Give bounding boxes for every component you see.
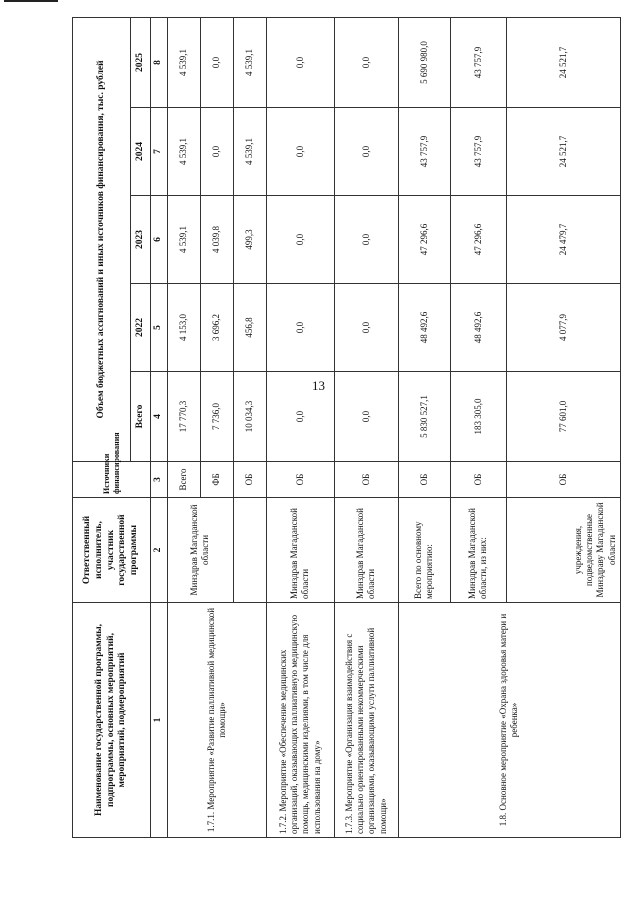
value-cell: 5 690 980,0 xyxy=(398,17,450,107)
value-cell: 48 492,6 xyxy=(398,284,450,372)
value-cell: 43 757,9 xyxy=(398,108,450,196)
row-executor: Всего по основному мероприятию: xyxy=(398,498,450,603)
header-year-total: Всего xyxy=(131,372,151,462)
value-cell: 0,0 xyxy=(334,284,398,372)
value-cell: 499,3 xyxy=(233,196,266,284)
index-cell: 1 xyxy=(151,603,168,838)
index-cell: 2 xyxy=(151,498,168,603)
index-cell: 8 xyxy=(151,17,168,107)
row-name: 1.7.3. Мероприятие «Организация взаимодействия с социально ориентированными некоммерческими организациями, оказывающими услуги паллиативной помощи» xyxy=(334,603,398,838)
value-cell: 4 539,1 xyxy=(233,108,266,196)
value-cell: 0,0 xyxy=(266,372,334,462)
top-rule xyxy=(4,0,58,2)
rotated-table-wrapper xyxy=(72,18,617,838)
value-cell: 0,0 xyxy=(266,284,334,372)
value-cell: 10 034,3 xyxy=(233,372,266,462)
value-cell: 7 736,0 xyxy=(200,372,233,462)
budget-table xyxy=(72,17,621,838)
row-name: 1.7.1. Мероприятие «Развитие паллиативной медицинской помощи» xyxy=(167,603,266,838)
row-source: ОБ xyxy=(266,462,334,498)
row-source: ФБ xyxy=(200,462,233,498)
value-cell: 47 296,6 xyxy=(450,196,506,284)
value-cell: 4 153,0 xyxy=(167,284,200,372)
header-year-2022: 2022 xyxy=(131,284,151,372)
index-cell: 4 xyxy=(151,372,168,462)
row-source: ОБ xyxy=(398,462,450,498)
row-name: 1.7.2. Мероприятие «Обеспечение медицинских организаций, оказывающих паллиативную медицинскую помощь, медицинскими изделиями, в том числе для использования на дому» xyxy=(266,603,334,838)
value-cell: 4 539,1 xyxy=(167,108,200,196)
value-cell: 456,8 xyxy=(233,284,266,372)
value-cell: 0,0 xyxy=(266,17,334,107)
header-volume: Объем бюджетных ассигнований и иных источников финансирования, тыс. рублей xyxy=(73,17,131,461)
value-cell: 47 296,6 xyxy=(398,196,450,284)
value-cell: 4 539,1 xyxy=(233,17,266,107)
row-source: ОБ xyxy=(450,462,506,498)
value-cell: 77 601,0 xyxy=(506,372,620,462)
header-year-2025: 2025 xyxy=(131,17,151,107)
value-cell: 17 770,3 xyxy=(167,372,200,462)
header-year-2024: 2024 xyxy=(131,108,151,196)
value-cell: 0,0 xyxy=(266,108,334,196)
row-executor-empty xyxy=(233,498,266,603)
value-cell: 3 696,2 xyxy=(200,284,233,372)
header-source: Источники финансирования xyxy=(73,462,151,498)
row-name: 1.8. Основное мероприятие «Охрана здоровья матери и ребенка» xyxy=(398,603,620,838)
value-cell: 48 492,6 xyxy=(450,284,506,372)
row-executor: учреждения, подведомственные Минздраву Магаданской области xyxy=(506,498,620,603)
row-source: ОБ xyxy=(233,462,266,498)
row-executor: Минздрав Магаданской области xyxy=(266,498,334,603)
header-year-2023: 2023 xyxy=(131,196,151,284)
value-cell: 24 521,7 xyxy=(506,108,620,196)
value-cell: 43 757,9 xyxy=(450,17,506,107)
row-executor: Минздрав Магаданской области, из них: xyxy=(450,498,506,603)
value-cell: 0,0 xyxy=(334,17,398,107)
index-cell: 3 xyxy=(151,462,168,498)
value-cell: 24 521,7 xyxy=(506,17,620,107)
row-executor: Минздрав Магаданской области xyxy=(334,498,398,603)
index-cell: 7 xyxy=(151,108,168,196)
row-source: ОБ xyxy=(334,462,398,498)
header-executor: Ответственный исполнитель, участник государственной программы xyxy=(73,498,151,603)
row-executor: Минздрав Магаданской области xyxy=(167,498,233,603)
value-cell: 5 830 527,1 xyxy=(398,372,450,462)
value-cell: 24 479,7 xyxy=(506,196,620,284)
value-cell: 0,0 xyxy=(266,196,334,284)
header-name: Наименование государственной программы, подпрограммы, основных мероприятий, мероприятий, подмероприятий xyxy=(73,603,151,838)
value-cell: 183 305,0 xyxy=(450,372,506,462)
value-cell: 0,0 xyxy=(200,108,233,196)
value-cell: 4 539,1 xyxy=(167,17,200,107)
value-cell: 0,0 xyxy=(334,196,398,284)
row-source: ОБ xyxy=(506,462,620,498)
value-cell: 4 039,8 xyxy=(200,196,233,284)
value-cell: 0,0 xyxy=(334,108,398,196)
value-cell: 4 539,1 xyxy=(167,196,200,284)
value-cell: 43 757,9 xyxy=(450,108,506,196)
value-cell: 0,0 xyxy=(334,372,398,462)
page-number: 13 xyxy=(312,378,325,393)
index-cell: 5 xyxy=(151,284,168,372)
row-source: Всего xyxy=(167,462,200,498)
index-cell: 6 xyxy=(151,196,168,284)
value-cell: 4 077,9 xyxy=(506,284,620,372)
value-cell: 0,0 xyxy=(200,17,233,107)
